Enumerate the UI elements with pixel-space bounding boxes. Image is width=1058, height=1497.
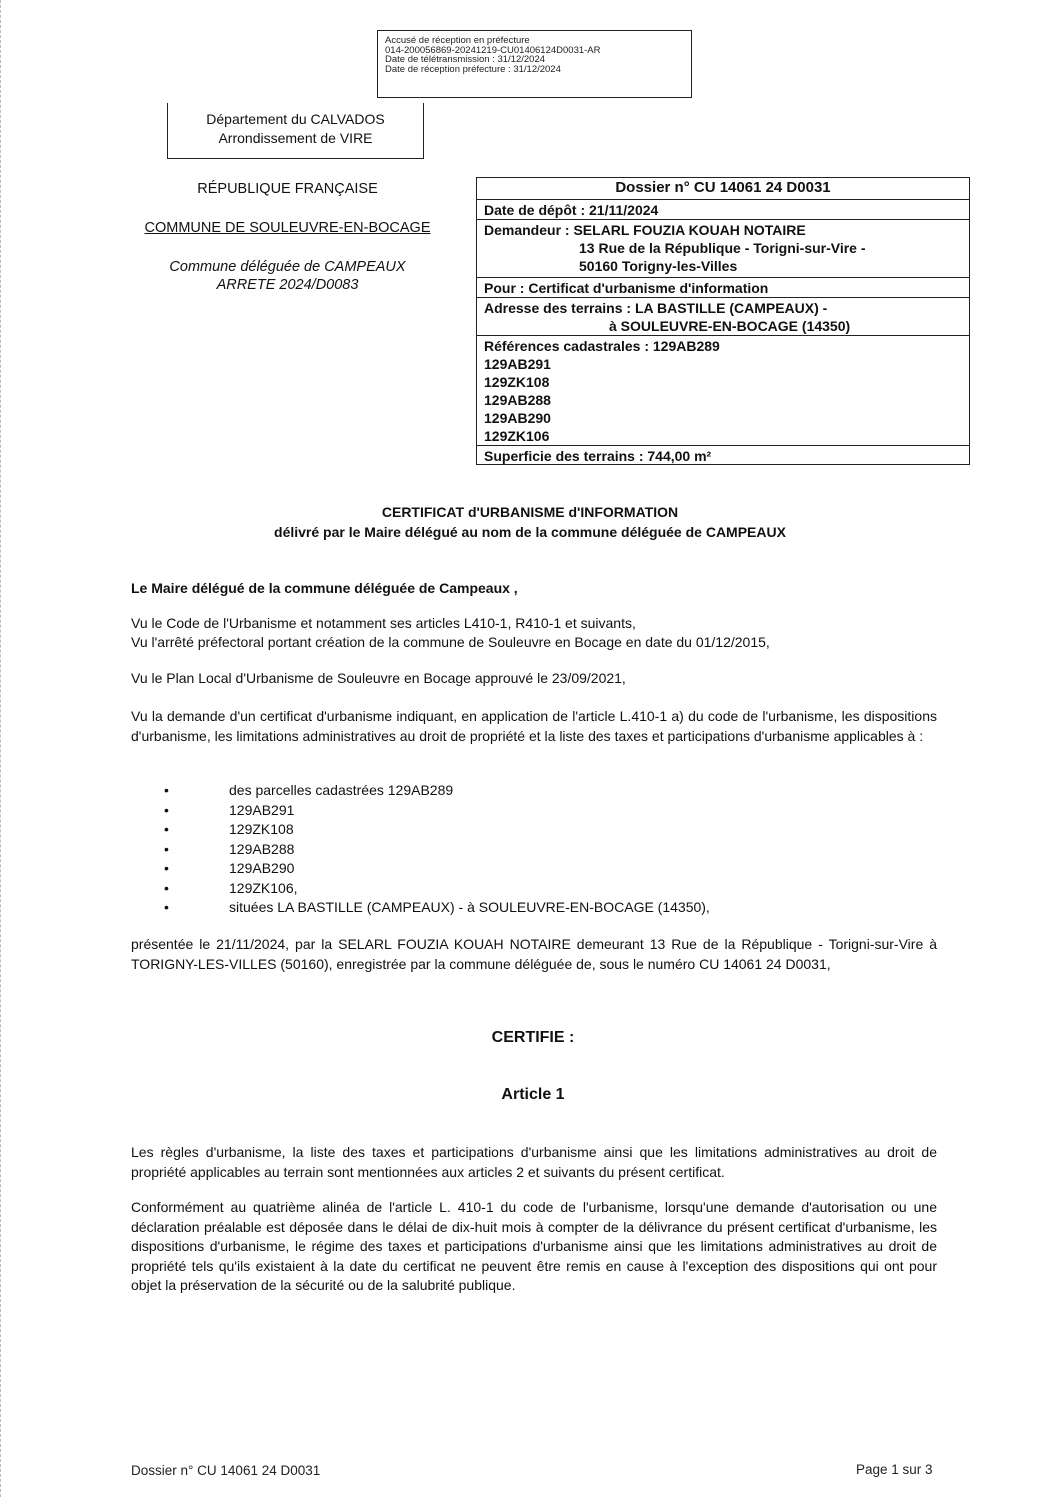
vu-paragraph: Vu l'arrêté préfectoral portant création de la commune de Souleuvre en Bocage en date du 01/12/2015, [131,634,770,650]
page-number: Page 1 sur 3 [856,1462,933,1477]
article-paragraph: Conformément au quatrième alinéa de l'article L. 410-1 du code de l'urbanisme, lorsqu'une demande d'autorisation ou une déclaration préalable est déposée dans le délai de dix-huit mois à compter de la délivrance du présent certificat d'urbanisme, les dispositions d'urbanisme, le régime des taxes et participations d'urbanisme ainsi que les limitations administratives au droit de propriété tels qu'ils existaient à la date du certificat ne peuvent être remis en cause à l'exception des dispositions qui ont pour objet la préservation de la sécurité ou de la salubrité publique. [131,1199,937,1293]
parcel-text: des parcelles cadastrées 129AB289 [229,782,454,798]
article-heading: Article 1 [501,1086,565,1103]
parcel-text: 129AB291 [229,801,295,818]
date-depot-row [477,200,969,220]
list-item [160,820,920,840]
parcel-text: 129AB290 [229,860,295,876]
maire-heading: Le Maire délégué de la commune déléguée de Campeaux , [131,580,518,596]
commune-deleguee-block [120,258,455,294]
demandeur-address-line: 50160 Torigny-les-Villes [579,258,738,274]
departement: Département du CALVADOS [206,111,385,127]
stamp-line: Date de télétransmission : 31/12/2024 [385,54,546,65]
demandeur-row [477,220,969,278]
reference-item: 129AB290 [484,410,551,426]
certificate-subtitle: délivré par le Maire délégué au nom de la commune déléguée de CAMPEAUX [274,524,786,540]
reference-item: 129ZK108 [484,374,550,390]
certificate-title: CERTIFICAT d'URBANISME d'INFORMATION [381,504,679,520]
vu-paragraph: Vu la demande d'un certificat d'urbanisme indiquant, en application de l'article L.410-1 a) du code de l'urbanisme, les dispositions d'urbanisme, les limitations administratives au droit de propriété et la liste des taxes et participations d'urbanisme applicables à : [131,708,937,744]
pour: Pour : Certificat d'urbanisme d'information [484,280,769,296]
list-item [160,859,920,879]
bullet: • [164,801,169,818]
superficie: Superficie des terrains : 744,00 m² [484,448,712,464]
parcel-text: 129ZK106, [229,879,298,896]
reception-stamp [377,30,692,98]
list-item [160,898,920,918]
list-item [160,781,920,801]
vu-paragraph: Vu le Plan Local d'Urbanisme de Souleuvre en Bocage approuvé le 23/09/2021, [131,670,626,686]
departement-box [167,103,424,159]
superficie-row [477,446,969,466]
commune-deleguee: Commune déléguée de CAMPEAUX [169,259,406,275]
dossier-number: Dossier n° CU 14061 24 D0031 [477,178,969,200]
list-item [160,840,920,860]
references-label: Références cadastrales : 129AB289 [484,338,720,354]
stamp-line: Date de réception préfecture : 31/12/2024 [385,63,561,75]
stamp-line: 014-200056869-20241219-CU01406124D0031-AR [385,44,601,56]
reference-item: 129AB291 [484,356,551,372]
terrains-address: Adresse des terrains : LA BASTILLE (CAMPEAUX) - [484,300,828,316]
pour-row [477,278,969,298]
parcel-text: situées LA BASTILLE (CAMPEAUX) - à SOULEUVRE-EN-BOCAGE (14350), [229,899,710,915]
terrains-row [477,298,969,336]
vu-paragraph: Vu le Code de l'Urbanisme et notamment ses articles L410-1, R410-1 et suivants, [131,615,636,631]
arrondissement: Arrondissement de VIRE [218,130,373,146]
terrains-address-line: à SOULEUVRE-EN-BOCAGE (14350) [609,318,851,334]
arrete-number: ARRETE 2024/D0083 [216,277,359,293]
footer-dossier: Dossier n° CU 14061 24 D0031 [131,1463,321,1478]
demandeur-address-line: 13 Rue de la République - Torigni-sur-Vire - [579,240,866,256]
certifie-heading: CERTIFIE : [491,1029,575,1046]
bullet: • [164,840,169,857]
scan-edge [0,0,4,1497]
commune-heading: COMMUNE DE SOULEUVRE-EN-BOCAGE [144,220,431,236]
parcel-text: 129ZK108 [229,821,294,837]
parcel-text: 129AB288 [229,840,295,857]
presentee-paragraph: présentée le 21/11/2024, par la SELARL FOUZIA KOUAH NOTAIRE demeurant 13 Rue de la République - Torigni-sur-Vire à TORIGNY-LES-VILLES (50160), enregistrée par la commune déléguée de, sous le numéro CU 14061 24 D0031, [131,936,937,972]
stamp-line: Accusé de réception en préfecture [385,35,530,46]
bullet: • [164,879,169,896]
references-row [477,336,969,446]
list-item [160,879,920,899]
republique-heading: RÉPUBLIQUE FRANÇAISE [197,181,378,197]
article-paragraph: Les règles d'urbanisme, la liste des taxes et participations d'urbanisme ainsi que les limitations administratives au droit de propriété applicables au terrain sont mentionnées aux articles 2 et suivants du présent certificat. [131,1144,937,1180]
reference-item: 129AB288 [484,392,551,408]
reference-item: 129ZK106 [484,428,550,444]
dossier-table [476,177,970,465]
bullet: • [164,782,169,798]
date-depot: Date de dépôt : 21/11/2024 [484,202,659,218]
parcel-list [160,781,920,918]
bullet: • [164,860,169,876]
bullet: • [164,899,169,915]
list-item [160,801,920,821]
bullet: • [164,821,169,837]
demandeur: Demandeur : SELARL FOUZIA KOUAH NOTAIRE [484,222,806,238]
